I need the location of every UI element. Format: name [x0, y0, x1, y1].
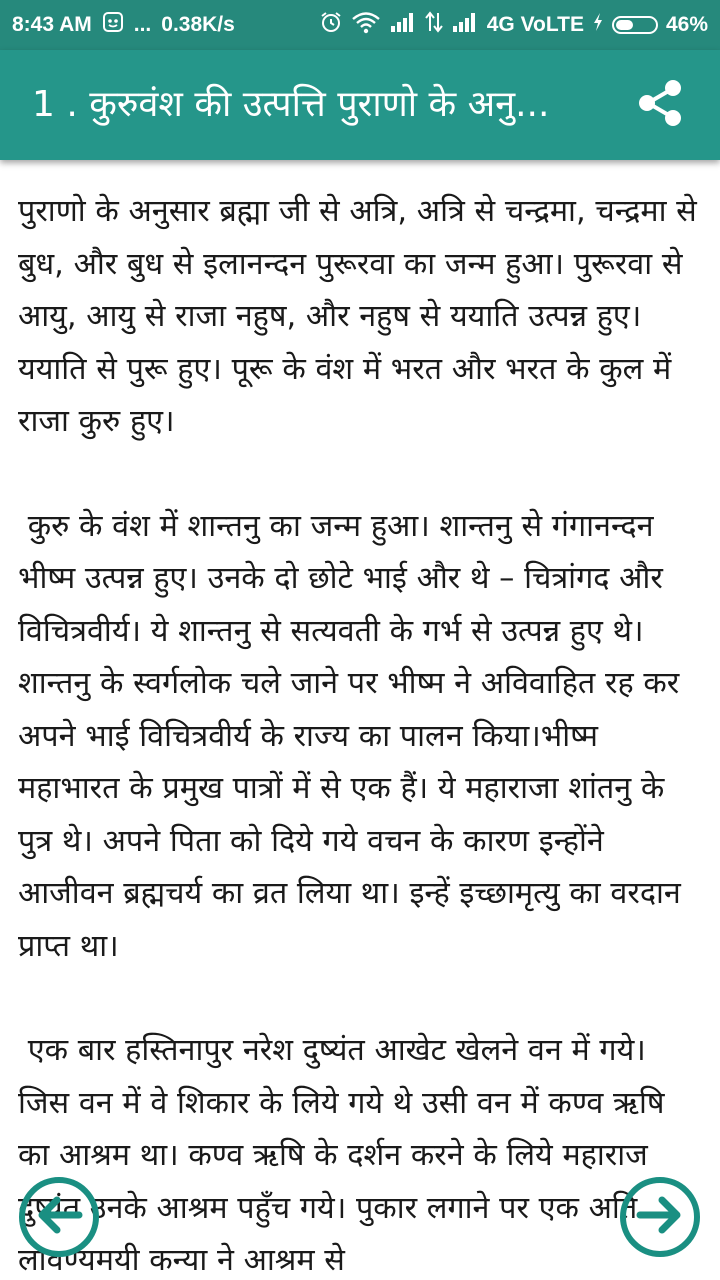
battery-icon [612, 16, 658, 34]
status-left [12, 11, 235, 39]
wifi-icon [351, 10, 381, 40]
signal-icon-sim2 [451, 11, 479, 39]
arrow-right-icon [636, 1195, 684, 1239]
battery-fill [616, 20, 633, 30]
share-icon [635, 78, 685, 132]
charging-bolt-icon [592, 12, 604, 38]
status-time: 8:43 AM [12, 13, 92, 36]
article-content[interactable] [0, 160, 720, 1280]
overflow-dots: ... [133, 13, 152, 36]
app-bar [0, 50, 720, 160]
article-paragraph-2: कुरु के वंश में शान्तनु का जन्म हुआ। शान्तनु से गंगानन्दन भीष्म उत्पन्न हुए। उनके दो छोटे भाई और थे – चित्रांगद और विचित्रवीर्य। ये शान्तनु से सत्यवती के गर्भ से उत्पन्न हुए थे। शान्तनु के स्वर्गलोक चले जाने पर भीष्म ने अविवाहित रह कर अपने भाई विचित्रवीर्य के राज्य का पालन किया।भीष्म महाभारत के प्रमुख पात्रों में से एक हैं। ये महाराजा शांतनु के पुत्र थे। अपने पिता को दिये गये वचन के कारण इन्होंने आजीवन ब्रह्मचर्य का व्रत लिया था। इन्हें इच्छामृत्यु का वरदान प्राप्त था। [18, 508, 691, 964]
data-transfer-icon [425, 11, 443, 39]
net-speed: 0.38K/s [161, 13, 235, 36]
network-type: 4G VoLTE [486, 13, 584, 36]
signal-icon-sim1 [389, 11, 417, 39]
page-title: 1 . कुरुवंश की उत्पत्ति पुराणो के अनु... [32, 84, 550, 126]
status-bar [0, 0, 720, 50]
next-button[interactable] [620, 1177, 700, 1257]
share-button[interactable] [632, 77, 688, 133]
article-paragraph-1: पुराणो के अनुसार ब्रह्मा जी से अत्रि, अत्रि से चन्द्रमा, चन्द्रमा से बुध, और बुध से इलानन्दन पुरूरवा का जन्म हुआ। पुरूरवा से आयु, आयु से राजा नहुष, और नहुष से ययाति उत्पन्न हुए। ययाति से पुरू हुए। पूरू के वंश में भरत और भरत के कुल में राजा कुरु हुए। [18, 194, 707, 439]
previous-button[interactable] [19, 1177, 99, 1257]
alarm-icon [319, 10, 343, 40]
notification-app-icon [102, 11, 124, 39]
status-right [319, 10, 708, 40]
battery-body [612, 16, 658, 34]
battery-percent: 46% [665, 13, 708, 36]
arrow-left-icon [35, 1195, 83, 1239]
article-paragraph-3: एक बार हस्तिनापुर नरेश दुष्यंत आखेट खेलने वन में गये। जिस वन में वे शिकार के लिये गये थे उसी वन में कण्व ऋषि का आश्रम था। कण्व ऋषि के दर्शन करने के लिये महाराज दुष्यंत उनके आश्रम पहुँच गये। पुकार लगाने पर एक अति लावण्यमयी कन्या ने आश्रम से [18, 1033, 675, 1278]
